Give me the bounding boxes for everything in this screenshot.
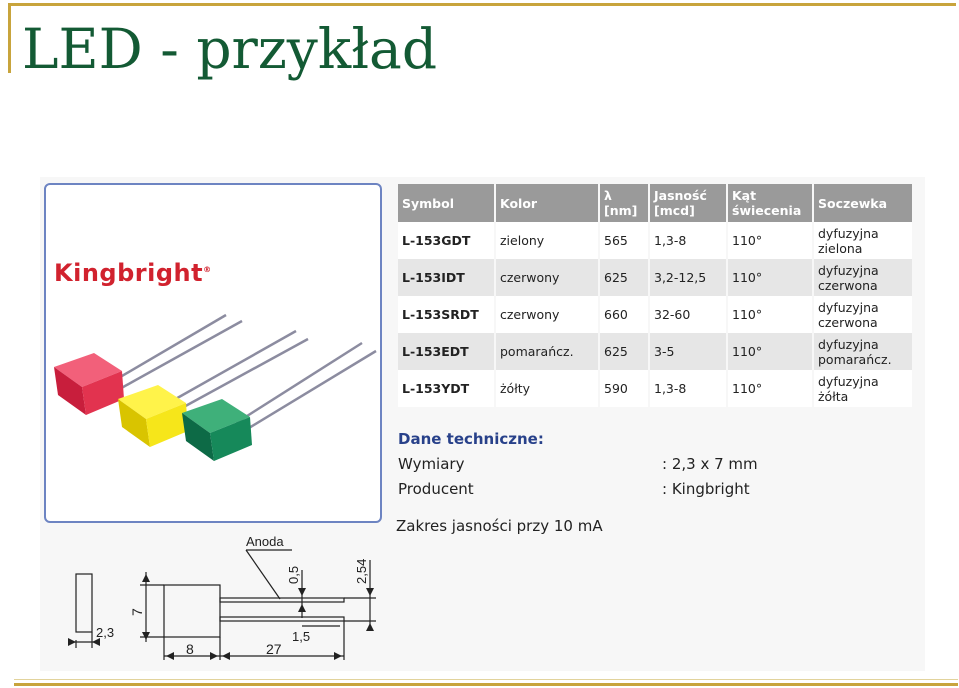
dimension-drawing (40, 530, 385, 665)
table-row (398, 333, 912, 370)
brand-name: Kingbright (54, 259, 204, 287)
cell-symbol: L-153EDT (398, 333, 494, 370)
col-wavelength-unit: [nm] (604, 203, 638, 218)
dim-05-label: 0,5 (286, 565, 301, 584)
top-rule (8, 3, 956, 6)
producer-label: Producent (398, 480, 474, 498)
cell-symbol: L-153YDT (398, 370, 494, 407)
table-row (398, 370, 912, 407)
bottom-rule-thin (14, 679, 958, 680)
cell-brightness: 3-5 (650, 333, 726, 370)
cell-lens (814, 370, 912, 407)
brightness-note: Zakres jasności przy 10 mA (396, 517, 603, 535)
dimensions-label: Wymiary (398, 455, 465, 473)
col-color (496, 184, 598, 222)
cell-lens-line2: żółta (818, 388, 849, 404)
led-body-outline (164, 585, 220, 637)
dim-23-label: 2,3 (96, 625, 115, 640)
dim-254-label: 2,54 (354, 558, 369, 584)
cell-lens (814, 259, 912, 296)
cell-brightness: 1,3-8 (650, 222, 726, 259)
col-color-label: Kolor (500, 195, 538, 211)
tech-data-title: Dane techniczne: (398, 430, 544, 448)
table-row (398, 259, 912, 296)
cell-wavelength: 590 (600, 370, 648, 407)
cell-lens-line1: dyfuzyjna (818, 262, 879, 278)
cell-lens (814, 296, 912, 333)
anode-leader (246, 550, 280, 599)
lead-outline (220, 598, 344, 602)
cell-color: czerwony (496, 296, 598, 333)
cell-color: zielony (496, 222, 598, 259)
cell-wavelength: 660 (600, 296, 648, 333)
cell-lens (814, 333, 912, 370)
green-led-icon (182, 399, 252, 461)
red-led-icon (54, 353, 124, 415)
cell-wavelength: 565 (600, 222, 648, 259)
cell-lens-line1: dyfuzyjna (818, 225, 879, 241)
cell-lens-line1: dyfuzyjna (818, 373, 879, 389)
col-brightness (650, 184, 726, 222)
product-photo-box (44, 183, 382, 523)
dim-27-label: 27 (266, 641, 282, 657)
left-rule (8, 3, 11, 73)
table-header-row (398, 184, 912, 222)
bottom-rule (14, 683, 958, 686)
cell-wavelength: 625 (600, 259, 648, 296)
dimensions-value: : 2,3 x 7 mm (662, 455, 758, 473)
cell-symbol: L-153GDT (398, 222, 494, 259)
cell-symbol: L-153SRDT (398, 296, 494, 333)
cell-angle: 110° (728, 259, 812, 296)
cell-angle: 110° (728, 296, 812, 333)
col-wavelength-label: λ (604, 188, 612, 203)
col-wavelength (600, 184, 648, 222)
lead-outline (220, 617, 344, 621)
cell-brightness: 3,2-12,5 (650, 259, 726, 296)
producer-value: : Kingbright (662, 480, 750, 498)
cell-wavelength: 625 (600, 333, 648, 370)
anode-label: Anoda (246, 534, 284, 549)
col-angle-label: Kąt (732, 188, 757, 203)
cell-lens-line2: zielona (818, 240, 863, 256)
cell-color: pomarańcz. (496, 333, 598, 370)
cell-lens-line2: pomarańcz. (818, 351, 892, 367)
cell-angle: 110° (728, 333, 812, 370)
col-brightness-unit: [mcd] (654, 203, 695, 218)
cell-color: czerwony (496, 259, 598, 296)
table-row (398, 222, 912, 259)
cell-lens-line2: czerwona (818, 314, 878, 330)
cell-lens-line1: dyfuzyjna (818, 336, 879, 352)
dim-8-label: 8 (186, 641, 194, 657)
col-angle (728, 184, 812, 222)
dim-15-label: 1,5 (292, 629, 311, 644)
led-spec-table (396, 184, 914, 407)
registered-mark: ® (203, 265, 212, 274)
dim-7-label: 7 (129, 608, 145, 616)
col-brightness-label: Jasność (654, 188, 707, 203)
col-symbol-label: Symbol (402, 195, 454, 211)
cell-angle: 110° (728, 222, 812, 259)
cell-brightness: 32-60 (650, 296, 726, 333)
cell-lens (814, 222, 912, 259)
slide-title: LED - przykład (22, 17, 438, 81)
cell-brightness: 1,3-8 (650, 370, 726, 407)
led-illustration (46, 295, 380, 515)
brand-logo (54, 259, 212, 287)
cell-lens-line1: dyfuzyjna (818, 299, 879, 315)
cell-angle: 110° (728, 370, 812, 407)
cell-color: żółty (496, 370, 598, 407)
cell-symbol: L-153IDT (398, 259, 494, 296)
table-row (398, 296, 912, 333)
cell-lens-line2: czerwona (818, 277, 878, 293)
col-lens (814, 184, 912, 222)
side-view-outline (76, 574, 92, 632)
col-angle-label-2: świecenia (732, 203, 802, 218)
yellow-led-icon (118, 385, 188, 447)
col-symbol (398, 184, 494, 222)
col-lens-label: Soczewka (818, 195, 888, 211)
